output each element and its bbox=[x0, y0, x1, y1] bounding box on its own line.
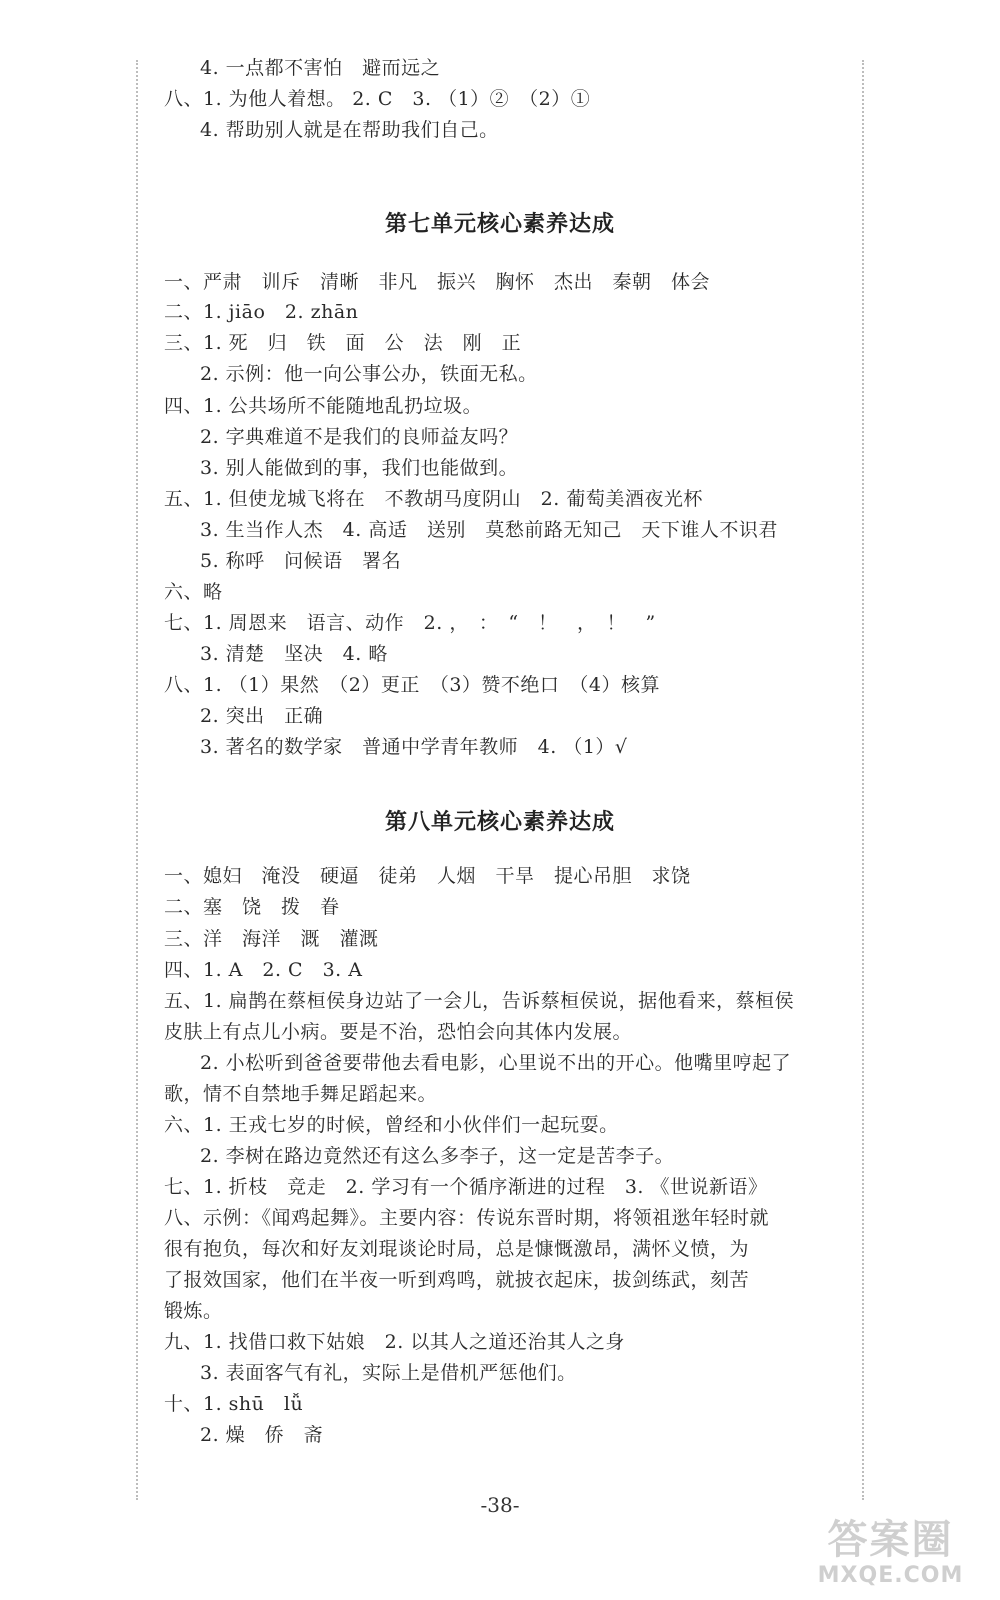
answer-line: 歌，情不自禁地手舞足蹈起来。 bbox=[164, 1083, 438, 1105]
answer-line: 2. 小松听到爸爸要带他去看电影，心里说不出的开心。他嘴里哼起了 bbox=[200, 1052, 792, 1074]
answer-line: 5. 称呼 问候语 署名 bbox=[200, 550, 402, 572]
unit8-title: 第八单元核心素养达成 bbox=[384, 810, 615, 835]
answer-line: 四、1. 公共场所不能随地乱扔垃圾。 bbox=[164, 395, 483, 417]
answer-line: 3. 表面客气有礼，实际上是借机严惩他们。 bbox=[200, 1362, 577, 1384]
answer-line: 锻炼。 bbox=[164, 1300, 223, 1322]
answer-line: 二、1. jiāo 2. zhān bbox=[164, 301, 359, 323]
answer-line: 很有抱负，每次和好友刘琨谈论时局，总是慷慨激昂，满怀义愤，为 bbox=[164, 1238, 750, 1260]
answer-line: 十、1. shū lǚ bbox=[164, 1393, 304, 1415]
answer-line: 2. 突出 正确 bbox=[200, 705, 324, 727]
answer-line: 一、媳妇 淹没 硬逼 徒弟 人烟 干旱 提心吊胆 求饶 bbox=[164, 865, 691, 887]
page-number: -38- bbox=[480, 1493, 520, 1517]
answer-line: 3. 清楚 坚决 4. 略 bbox=[200, 643, 388, 665]
answer-line: 3. 别人能做到的事，我们也能做到。 bbox=[200, 457, 519, 479]
answer-line: 一、严肃 训斥 清晰 非凡 振兴 胸怀 杰出 秦朝 体会 bbox=[164, 271, 711, 293]
answer-line: 三、1. 死 归 铁 面 公 法 刚 正 bbox=[164, 332, 522, 354]
answer-line: 二、塞 饶 拨 眷 bbox=[164, 896, 340, 918]
answer-line: 六、1. 王戎七岁的时候，曾经和小伙伴们一起玩耍。 bbox=[164, 1114, 619, 1136]
answer-line: 2. 燥 侨 斋 bbox=[200, 1424, 324, 1446]
answer-line: 六、略 bbox=[164, 581, 223, 603]
answer-line: 3. 著名的数学家 普通中学青年教师 4. （1）√ bbox=[200, 736, 628, 758]
unit7-title: 第七单元核心素养达成 bbox=[384, 212, 615, 237]
answer-line: 九、1. 找借口救下姑娘 2. 以其人之道还治其人之身 bbox=[164, 1331, 625, 1353]
answer-line: 八、1. 为他人着想。 2. C 3. （1）② （2）① bbox=[164, 88, 591, 110]
answer-line: 3. 生当作人杰 4. 高适 送别 莫愁前路无知己 天下谁人不识君 bbox=[200, 519, 778, 541]
watermark bbox=[803, 1517, 978, 1592]
answer-line: 五、1. 扁鹊在蔡桓侯身边站了一会儿，告诉蔡桓侯说，据他看来，蔡桓侯 bbox=[164, 990, 795, 1012]
answer-line: 4. 帮助别人就是在帮助我们自己。 bbox=[200, 119, 499, 141]
answer-line: 了报效国家，他们在半夜一听到鸡鸣，就披衣起床，拔剑练武，刻苦 bbox=[164, 1269, 750, 1291]
answer-line: 五、1. 但使龙城飞将在 不教胡马度阴山 2. 葡萄美酒夜光杯 bbox=[164, 488, 703, 510]
answer-line: 4. 一点都不害怕 避而远之 bbox=[200, 57, 441, 79]
answer-line: 皮肤上有点儿小病。要是不治，恐怕会向其体内发展。 bbox=[164, 1021, 633, 1043]
answer-line: 2. 示例：他一向公事公办，铁面无私。 bbox=[200, 363, 538, 385]
answer-line: 八、示例：《闻鸡起舞》。主要内容：传说东晋时期，将领祖逖年轻时就 bbox=[164, 1207, 770, 1229]
answer-line: 2. 字典难道不是我们的良师益友吗？ bbox=[200, 426, 519, 448]
page-border-left bbox=[136, 60, 138, 1500]
watermark-logo: 答案圈 bbox=[827, 1517, 954, 1563]
page-border-right bbox=[862, 60, 864, 1500]
answer-line: 七、1. 周恩来 语言、动作 2. ， ： “ ！ ， ！ ” bbox=[164, 612, 656, 634]
watermark-url: MXQE.COM bbox=[817, 1563, 964, 1588]
answer-line: 八、1. （1）果然 （2）更正 （3）赞不绝口 （4）核算 bbox=[164, 674, 661, 696]
answer-line: 2. 李树在路边竟然还有这么多李子，这一定是苦李子。 bbox=[200, 1145, 675, 1167]
answer-line: 四、1. A 2. C 3. A bbox=[164, 959, 363, 981]
answer-line: 三、洋 海洋 溉 灌溉 bbox=[164, 928, 379, 950]
answer-line: 七、1. 折枝 竞走 2. 学习有一个循序渐进的过程 3. 《世说新语》 bbox=[164, 1176, 768, 1198]
